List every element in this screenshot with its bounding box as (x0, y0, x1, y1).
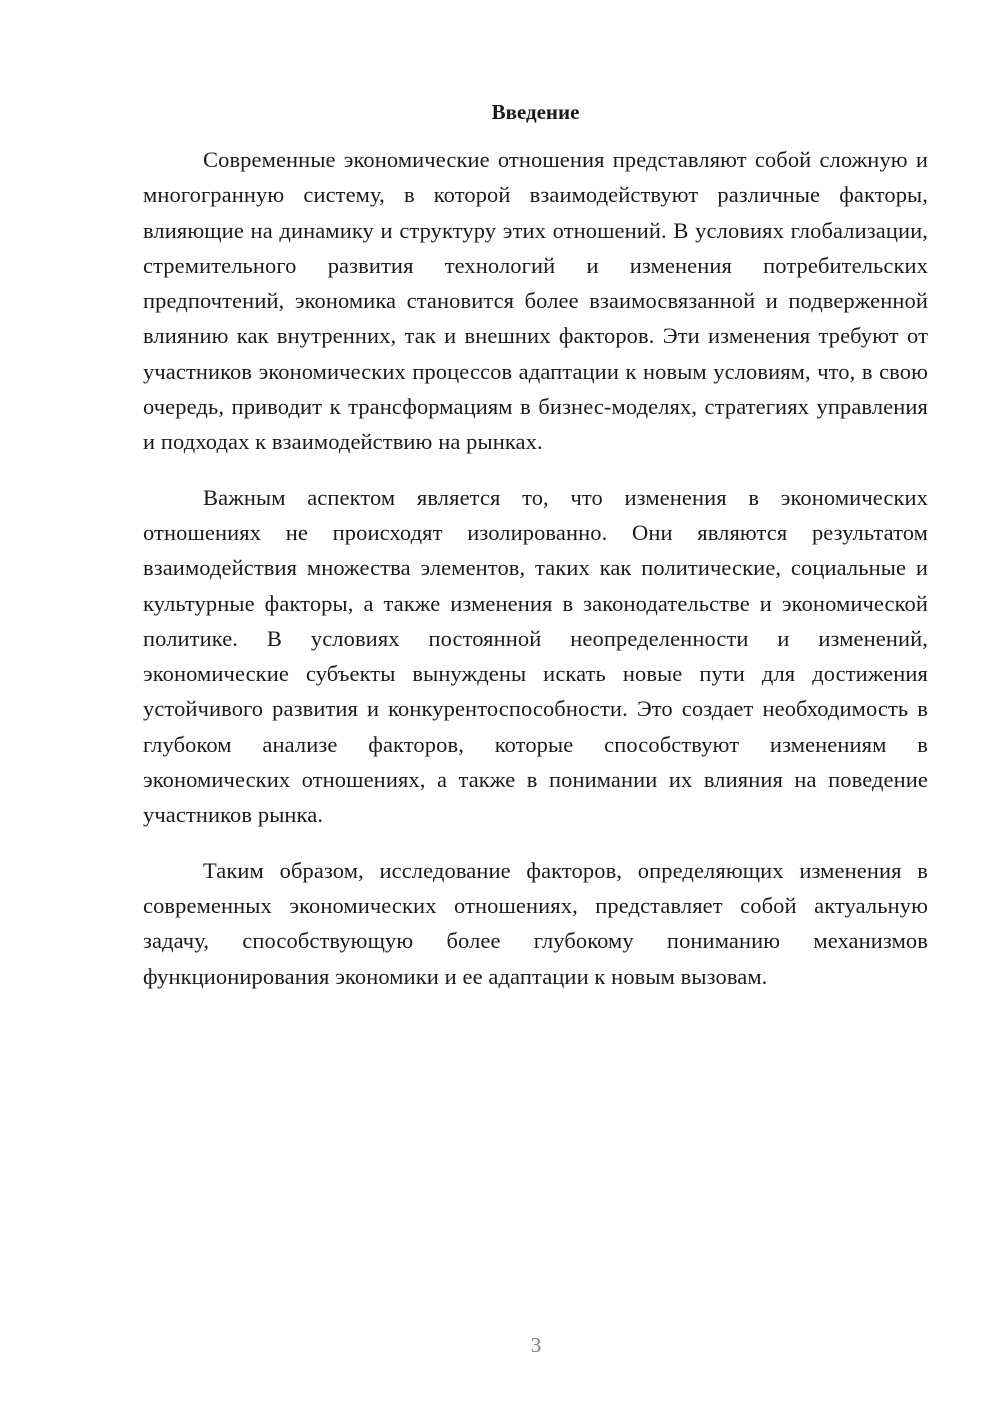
paragraph-2: Важным аспектом является то, что изменения в экономических отношениях не происходят изолированно. Они являются результатом взаимодействия множества элементов, таких как политические, социальные и культурные факторы, а также изменения в законодательстве и экономической политике. В условиях постоянной неопределенности и изменений, экономические субъекты вынуждены искать новые пути для достижения устойчивого развития и конкурентоспособности. Это создает необходимость в глубоком анализе факторов, которые способствуют изменениям в экономических отношениях, а также в понимании их влияния на поведение участников рынка. (143, 484, 928, 828)
section-heading: Введение (491, 100, 580, 124)
paragraph-1: Современные экономические отношения представляют собой сложную и многогранную систему, в которой взаимодействуют различные факторы, влияющие на динамику и структуру этих отношений. В условиях глобализации, стремительного развития технологий и изменения потребительских предпочтений, экономика становится более взаимосвязанной и подверженной влиянию как внутренних, так и внешних факторов. Эти изменения требуют от участников экономических процессов адаптации к новым условиям, что, в свою очередь, приводит к трансформациям в бизнес-моделях, стратегиях управления и подходах к взаимодействию на рынках. (143, 147, 928, 455)
page-number: 3 (530, 1333, 542, 1357)
paragraph-3: Таким образом, исследование факторов, определяющих изменения в современных экономических отношениях, представляет собой актуальную задачу, способствующую более глубокому пониманию механизмов функционирования экономики и ее адаптации к новым вызовам. (143, 857, 928, 989)
body-text (143, 142, 928, 1014)
